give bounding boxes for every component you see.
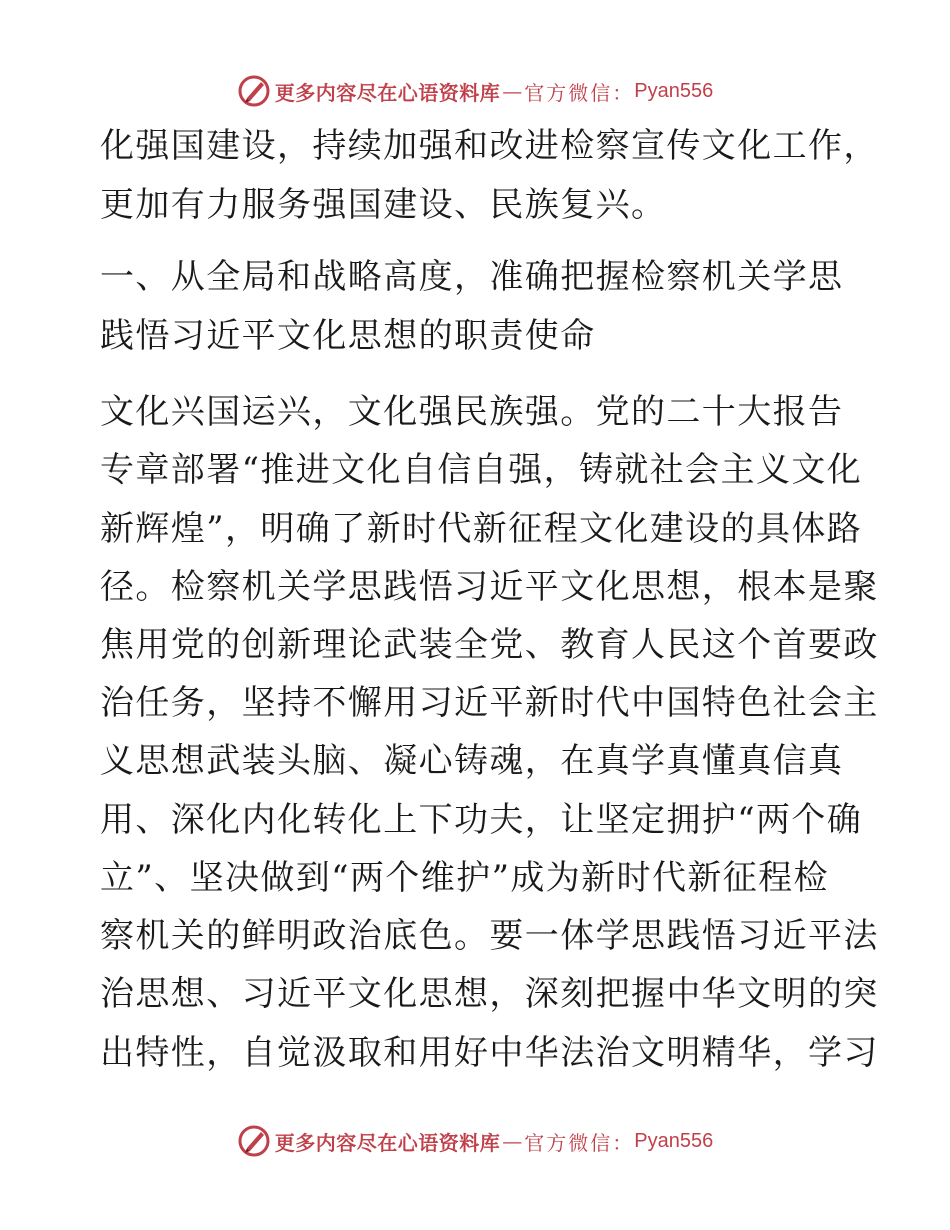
body-line: 用、深化内化转化上下功夫，让坚定拥护“两个确 xyxy=(100,800,863,840)
body-line: 专章部署“推进文化自信自强，铸就社会主义文化 xyxy=(100,450,863,490)
section-heading-line: 一、从全局和战略高度，准确把握检察机关学思 xyxy=(100,257,844,297)
body-line: 径。检察机关学思践悟习近平文化思想，根本是聚 xyxy=(100,567,879,607)
body-line: 治思想、习近平文化思想，深刻把握中华文明的突 xyxy=(100,974,879,1014)
body-line: 更加有力服务强国建设、民族复兴。 xyxy=(100,185,667,225)
pen-circle-logo-icon xyxy=(237,1124,271,1158)
body-line: 治任务，坚持不懈用习近平新时代中国特色社会主 xyxy=(100,683,879,723)
section-heading-line: 践悟习近平文化思想的职责使命 xyxy=(100,316,596,356)
body-line: 立”、坚决做到“两个维护”成为新时代新征程检 xyxy=(100,858,829,898)
body-line: 焦用党的创新理论武装全党、教育人民这个首要政 xyxy=(100,625,879,665)
separator: — xyxy=(502,79,523,103)
wechat-label: 官方微信： xyxy=(524,80,635,105)
header-banner xyxy=(0,71,950,111)
wechat-id: Pyan556 xyxy=(634,1129,714,1152)
pen-circle-logo-icon xyxy=(237,74,271,108)
brand-text: 更多内容尽在心语资料库 xyxy=(274,80,501,105)
body-line: 新辉煌”，明确了新时代新征程文化建设的具体路 xyxy=(100,509,863,549)
footer-banner xyxy=(0,1121,950,1161)
body-line: 文化兴国运兴，文化强民族强。党的二十大报告 xyxy=(100,392,844,432)
brand-text: 更多内容尽在心语资料库 xyxy=(274,1130,501,1155)
body-line: 察机关的鲜明政治底色。要一体学思践悟习近平法 xyxy=(100,916,879,956)
body-line: 化强国建设，持续加强和改进检察宣传文化工作， xyxy=(100,126,879,166)
separator: — xyxy=(502,1129,523,1153)
body-line: 义思想武装头脑、凝心铸魂，在真学真懂真信真 xyxy=(100,741,844,781)
wechat-label: 官方微信： xyxy=(524,1130,635,1155)
wechat-id: Pyan556 xyxy=(634,79,714,102)
body-line: 出特性，自觉汲取和用好中华法治文明精华，学习 xyxy=(100,1033,879,1073)
